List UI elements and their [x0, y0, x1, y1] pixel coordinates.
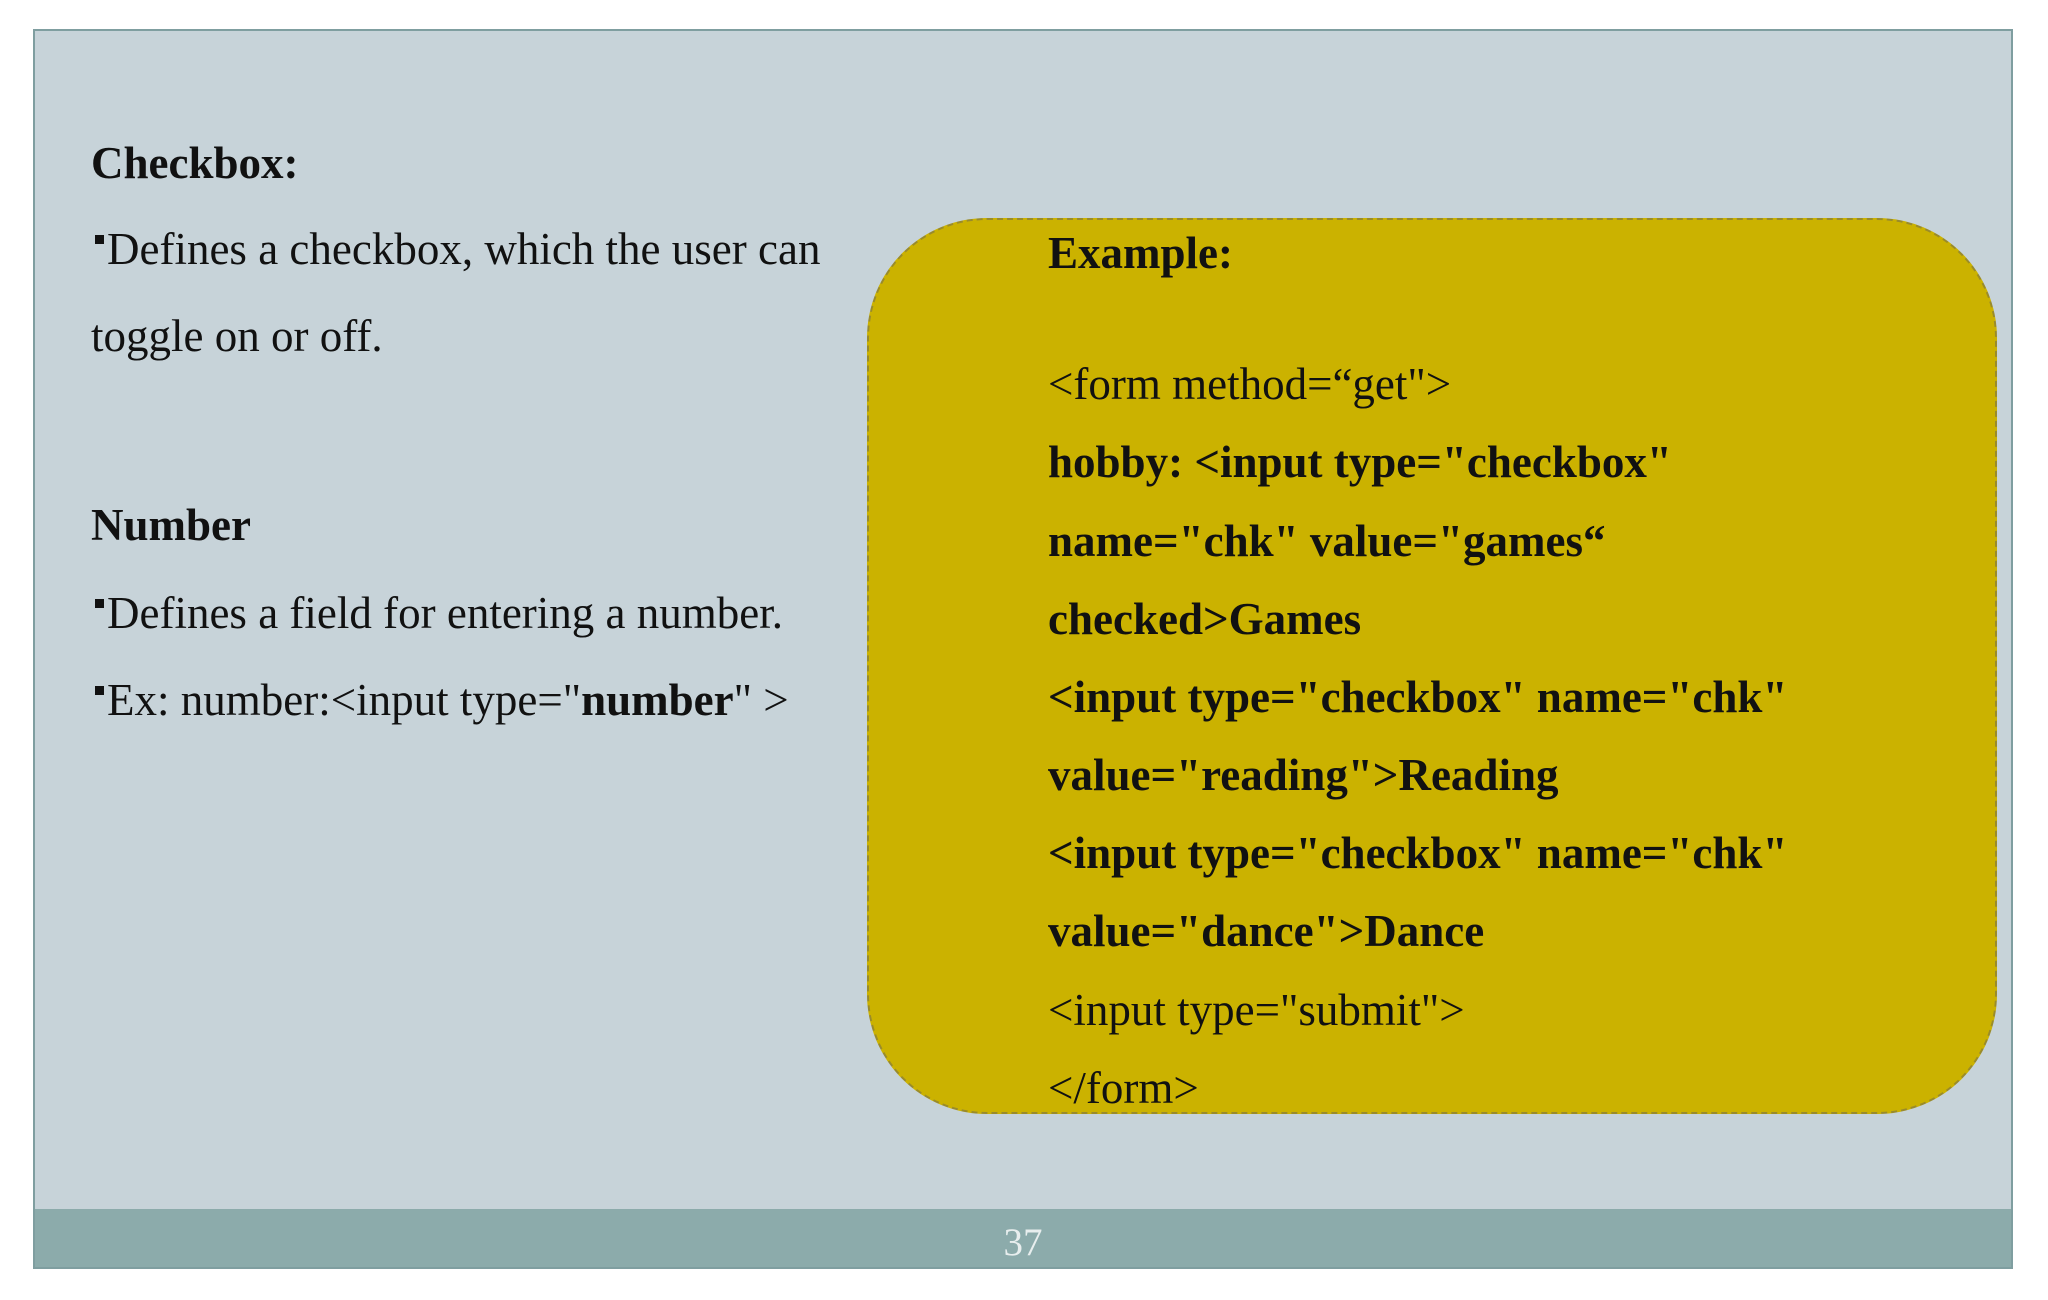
- checkbox-description-line-1: [91, 223, 820, 275]
- page-number: 37: [1003, 1221, 1043, 1264]
- code-line-10: </form>: [1048, 1063, 1199, 1113]
- number-description-text: Defines a field for entering a number.: [107, 588, 783, 638]
- slide: [33, 29, 2013, 1269]
- checkbox-description-text-1: Defines a checkbox, which the user can: [107, 224, 821, 274]
- code-line-8: value="dance">Dance: [1048, 906, 1485, 956]
- code-line-1: <form method=“get">: [1048, 359, 1452, 409]
- bullet-icon: [95, 235, 104, 244]
- number-example-suffix: " >: [733, 675, 789, 725]
- footer-bar: [35, 1209, 2011, 1267]
- code-line-4: checked>Games: [1048, 594, 1362, 644]
- example-box: [867, 218, 1997, 1114]
- code-line-6: value="reading">Reading: [1048, 750, 1559, 800]
- bullet-icon: [95, 686, 104, 695]
- number-description: [91, 587, 783, 639]
- code-line-5: <input type="checkbox" name="chk": [1048, 672, 1788, 722]
- number-example-prefix: Ex: number:<input type=": [107, 675, 582, 725]
- code-line-7: <input type="checkbox" name="chk": [1048, 828, 1788, 878]
- number-heading: Number: [91, 500, 251, 550]
- code-line-3: name="chk" value="games“: [1048, 516, 1606, 566]
- bullet-icon: [95, 599, 104, 608]
- number-example-keyword: number: [581, 675, 734, 725]
- code-line-9: <input type="submit">: [1048, 985, 1465, 1035]
- checkbox-description-line-2: toggle on or off.: [91, 311, 383, 361]
- code-line-2: hobby: <input type="checkbox": [1048, 437, 1672, 487]
- number-example: [91, 674, 789, 726]
- checkbox-heading: Checkbox:: [91, 138, 299, 188]
- example-title: Example:: [1048, 228, 1233, 278]
